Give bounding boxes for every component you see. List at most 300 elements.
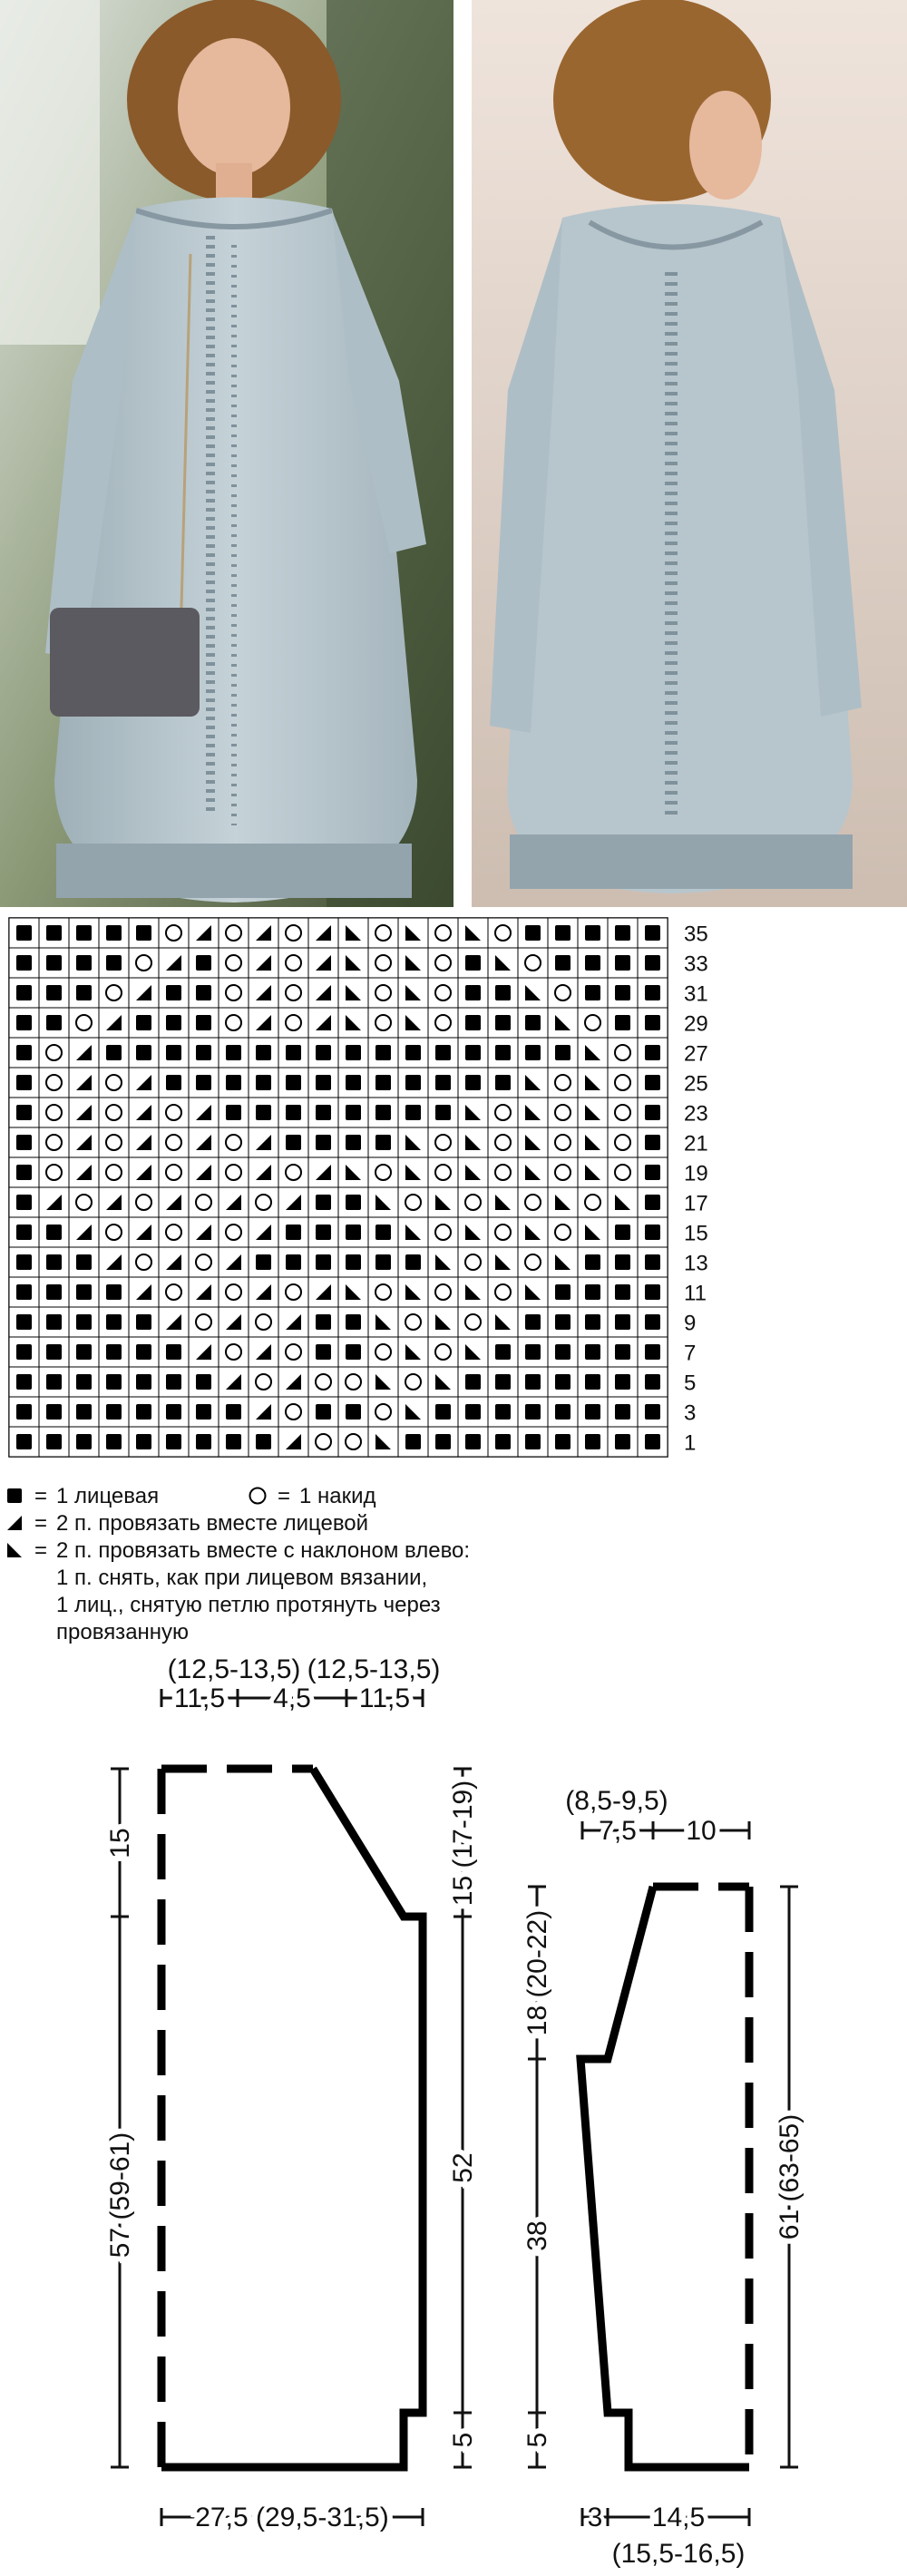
knit-stitch-mark <box>645 1284 660 1300</box>
body-shoulder-right-label: 11,5 <box>358 1683 411 1713</box>
chart-cell <box>99 1068 129 1098</box>
chart-legend <box>4 1483 657 1646</box>
knit-stitch-mark <box>166 1404 181 1420</box>
knit-stitch-mark <box>525 1045 541 1060</box>
sleeve-bottom-right-label: 14,5 <box>651 2503 706 2532</box>
equals-sign: = <box>278 1484 291 1508</box>
knit-stitch-mark <box>615 1314 630 1330</box>
knit-stitch-mark <box>615 1015 630 1030</box>
chart-cell <box>368 918 398 948</box>
knit-stitch-mark <box>375 1045 391 1060</box>
chart-cell <box>69 1008 99 1038</box>
knit-stitch-mark <box>106 1434 122 1449</box>
knit-stitch-mark <box>166 1045 181 1060</box>
knit-stitch-mark <box>106 955 122 971</box>
photo-back-view <box>472 0 907 907</box>
chart-cell <box>219 948 249 978</box>
row-number-label: 7 <box>684 1341 697 1366</box>
knit-stitch-mark <box>495 985 511 1000</box>
knit-stitch-mark <box>196 1374 211 1390</box>
row-number-label: 35 <box>684 922 708 947</box>
sleeve-outline <box>580 1887 749 2467</box>
chart-cell <box>608 1068 638 1098</box>
row-number-label: 31 <box>684 981 708 1007</box>
row-number-label: 21 <box>684 1131 708 1156</box>
knit-stitch-mark <box>106 1404 122 1420</box>
chart-cell <box>278 1008 308 1038</box>
knit-stitch-mark <box>16 1225 32 1240</box>
knit-stitch-mark <box>435 1105 451 1120</box>
row-number-label: 15 <box>684 1221 708 1246</box>
chart-cell <box>428 978 458 1008</box>
chart-cell <box>249 1367 278 1397</box>
knit-stitch-mark <box>46 1344 62 1360</box>
knit-stitch-mark <box>136 1434 151 1449</box>
chart-cell <box>368 1008 398 1038</box>
knit-stitch-mark <box>465 1045 481 1060</box>
knit-stitch-mark <box>76 955 92 971</box>
chart-cell <box>548 1098 578 1127</box>
chart-cell <box>278 1337 308 1367</box>
knit-stitch-mark <box>346 1225 361 1240</box>
sleeve-top-right-label: 10 <box>686 1816 717 1846</box>
chart-cell <box>458 1187 488 1217</box>
chart-cell <box>249 1307 278 1337</box>
knit-stitch-mark <box>166 1344 181 1360</box>
chart-cell <box>39 1098 69 1127</box>
knit-stitch-mark <box>615 1284 630 1300</box>
knit-stitch-mark <box>316 1195 331 1210</box>
chart-cell <box>278 978 308 1008</box>
knit-stitch-mark <box>106 1045 122 1060</box>
knit-stitch-mark <box>16 1105 32 1120</box>
chart-cell <box>99 1127 129 1157</box>
row-number-label: 13 <box>684 1251 708 1276</box>
knit-stitch-mark <box>346 1404 361 1420</box>
knit-stitch-mark <box>465 1434 481 1449</box>
knit-stitch-mark <box>46 1404 62 1420</box>
chart-cell <box>428 1277 458 1307</box>
knit-stitch-mark <box>375 1254 391 1270</box>
knit-stitch-mark <box>346 1314 361 1330</box>
knit-stitch-mark <box>405 1434 421 1449</box>
knit-stitch-mark <box>346 1344 361 1360</box>
knit-stitch-mark <box>106 1344 122 1360</box>
knit-stitch-mark <box>166 985 181 1000</box>
knit-stitch-mark <box>645 1045 660 1060</box>
knit-stitch-mark <box>106 1284 122 1300</box>
equals-sign: = <box>34 1511 48 1536</box>
chart-cell <box>398 1187 428 1217</box>
knit-stitch-mark <box>16 1075 32 1090</box>
row-number-label: 5 <box>684 1371 697 1396</box>
knit-stitch-mark <box>46 1225 62 1240</box>
body-outline <box>161 1769 423 2467</box>
sleeve-cut-line <box>580 1887 749 2467</box>
knit-stitch-mark <box>136 1314 151 1330</box>
row-number-label: 27 <box>684 1041 708 1067</box>
row-number-label: 25 <box>684 1071 708 1097</box>
chart-cell <box>308 1367 338 1397</box>
knit-stitch-mark <box>256 1434 271 1449</box>
knit-stitch-mark <box>226 1075 241 1090</box>
knit-stitch-mark <box>46 925 62 941</box>
chart-cell <box>548 1217 578 1247</box>
knit-stitch-mark <box>76 1434 92 1449</box>
knit-stitch-mark <box>615 1254 630 1270</box>
knit-stitch-mark <box>465 985 481 1000</box>
knit-stitch-mark <box>46 985 62 1000</box>
knit-stitch-mark <box>495 1045 511 1060</box>
body-width-label: 27,5 (29,5-31,5) <box>195 2503 389 2532</box>
row-number-label: 11 <box>684 1281 707 1306</box>
knit-stitch-mark <box>555 1434 571 1449</box>
knit-stitch-mark <box>525 1434 541 1449</box>
chart-cell <box>219 1127 249 1157</box>
knit-stitch-mark <box>645 1135 660 1150</box>
knit-stitch-mark <box>16 1254 32 1270</box>
body-side-height-label: 52 <box>448 2152 478 2183</box>
knit-stitch-mark <box>346 1105 361 1120</box>
chart-cell <box>129 948 159 978</box>
knit-stitch-mark <box>615 985 630 1000</box>
knit-stitch-mark <box>286 1045 301 1060</box>
knit-stitch-mark <box>76 1254 92 1270</box>
body-cut-line <box>161 1769 423 2467</box>
chart-cell <box>608 1098 638 1127</box>
knit-stitch-mark <box>615 1374 630 1390</box>
knit-stitch-mark <box>645 1344 660 1360</box>
sleeve-total-length-label: 61 (63-65) <box>775 2113 805 2240</box>
chart-cell <box>368 978 398 1008</box>
photo-front-view <box>0 0 454 907</box>
knit-stitch-mark <box>316 1254 331 1270</box>
chart-cell <box>189 1307 219 1337</box>
chart-cell <box>458 1307 488 1337</box>
chart-cell <box>488 1217 518 1247</box>
knit-stitch-mark <box>46 955 62 971</box>
knit-stitch-mark <box>555 1284 571 1300</box>
chart-cell <box>338 1367 368 1397</box>
chart-cell <box>368 948 398 978</box>
chart-cell <box>39 1157 69 1187</box>
legend-yarn-over-text: 1 накид <box>299 1484 376 1508</box>
knit-stitch-mark <box>375 1135 391 1150</box>
knit-stitch-mark <box>645 955 660 971</box>
knit-stitch-mark <box>286 1254 301 1270</box>
knit-stitch-mark <box>645 1254 660 1270</box>
chart-cell <box>219 1337 249 1367</box>
knit-stitch-mark <box>316 1344 331 1360</box>
chart-cell <box>39 1038 69 1068</box>
chart-cell <box>518 1187 548 1217</box>
knit-stitch-mark <box>465 1015 481 1030</box>
knit-stitch-mark <box>106 925 122 941</box>
body-neck-alt-right-label: (12,5-13,5) <box>307 1654 441 1684</box>
knit-stitch-mark <box>555 1404 571 1420</box>
knit-stitch-mark <box>16 1165 32 1180</box>
knit-stitch-mark <box>16 955 32 971</box>
knit-stitch-mark <box>615 1225 630 1240</box>
chart-cell <box>278 1397 308 1427</box>
knit-stitch-mark <box>316 1105 331 1120</box>
chart-cell <box>428 1217 458 1247</box>
yarn-over-symbol-icon <box>247 1483 268 1508</box>
knit-stitch-mark <box>645 1165 660 1180</box>
dress-front-illustration <box>0 0 454 907</box>
row-number-label: 9 <box>684 1311 697 1336</box>
chart-cell <box>249 1187 278 1217</box>
knit-stitch-mark <box>346 1045 361 1060</box>
knit-stitch-mark <box>555 1045 571 1060</box>
legend-row-ssk <box>4 1537 657 1646</box>
knit-stitch-mark <box>196 1404 211 1420</box>
knit-stitch-mark <box>196 1434 211 1449</box>
garment-schematics <box>0 1651 907 2576</box>
chart-cell <box>99 1098 129 1127</box>
knit-stitch-mark <box>435 1434 451 1449</box>
knit-stitch-mark <box>495 1434 511 1449</box>
chart-cell <box>278 918 308 948</box>
chart-cell <box>159 1277 189 1307</box>
knit-stitch-mark <box>46 1374 62 1390</box>
knit-stitch-mark <box>585 1314 600 1330</box>
knit-stitch-mark <box>346 1195 361 1210</box>
chart-cell <box>219 1277 249 1307</box>
knit-stitch-mark <box>585 1404 600 1420</box>
knit-stitch-mark <box>346 1135 361 1150</box>
knit-stitch-mark <box>645 1195 660 1210</box>
chart-cell <box>129 1247 159 1277</box>
chart-cell <box>69 1187 99 1217</box>
body-armhole-left-label: 15 <box>105 1828 135 1859</box>
row-number-label: 33 <box>684 951 708 977</box>
sleeve-top-left-label: 7,5 <box>599 1816 637 1846</box>
legend-row-k2tog <box>4 1510 657 1537</box>
knit-stitch-mark <box>346 1254 361 1270</box>
knit-stitch-mark <box>226 1404 241 1420</box>
knit-stitch-mark <box>136 1404 151 1420</box>
knit-stitch-mark <box>375 1105 391 1120</box>
knit-stitch-mark <box>615 1434 630 1449</box>
chart-cell <box>488 918 518 948</box>
knit-stitch-mark <box>16 925 32 941</box>
knit-stitch-mark <box>316 1045 331 1060</box>
chart-cell <box>608 1157 638 1187</box>
chart-cell <box>428 918 458 948</box>
chart-cell <box>189 1187 219 1217</box>
knit-stitch-mark <box>16 1284 32 1300</box>
chart-cell <box>488 1277 518 1307</box>
knit-stitch-mark <box>46 1015 62 1030</box>
knit-stitch-mark <box>555 925 571 941</box>
chart-cell <box>368 1157 398 1187</box>
chart-cell <box>129 1187 159 1217</box>
knit-stitch-mark <box>16 1135 32 1150</box>
knit-stitch-mark <box>645 1015 660 1030</box>
row-number-label: 29 <box>684 1011 708 1037</box>
knit-stitch-mark <box>76 1314 92 1330</box>
knit-stitch-mark <box>256 1254 271 1270</box>
knit-symbol-icon <box>4 1483 25 1508</box>
chart-cell <box>548 1157 578 1187</box>
knit-stitch-mark <box>465 1404 481 1420</box>
chart-cell <box>518 948 548 978</box>
knit-stitch-mark <box>16 1015 32 1030</box>
knit-stitch-mark <box>256 1075 271 1090</box>
knit-stitch-mark <box>645 925 660 941</box>
knit-stitch-mark <box>615 925 630 941</box>
knit-stitch-mark <box>525 1314 541 1330</box>
knit-stitch-mark <box>196 1045 211 1060</box>
legend-k2tog-text: 2 п. провязать вместе лицевой <box>56 1511 369 1536</box>
sleeve-rib-height-label: 5 <box>522 2432 552 2448</box>
sleeve-arm-length-label: 38 <box>522 2220 552 2251</box>
knit-stitch-mark <box>375 1075 391 1090</box>
knit-stitch-mark <box>16 1195 32 1210</box>
chart-cell <box>458 1247 488 1277</box>
knit-stitch-mark <box>495 1344 511 1360</box>
chart-cell <box>278 1277 308 1307</box>
knit-stitch-mark <box>136 1374 151 1390</box>
body-neck-alt-left-label: (12,5-13,5) <box>167 1654 301 1684</box>
chart-cell <box>159 1217 189 1247</box>
knit-stitch-mark <box>645 1105 660 1120</box>
chart-cell <box>548 1068 578 1098</box>
chart-cell <box>338 1427 368 1457</box>
row-number-label: 1 <box>684 1430 697 1456</box>
chart-cell <box>608 1127 638 1157</box>
body-total-height-label: 57 (59-61) <box>105 2132 135 2259</box>
knit-stitch-mark <box>585 1284 600 1300</box>
knit-stitch-mark <box>76 1374 92 1390</box>
knit-stitch-mark <box>585 1374 600 1390</box>
knit-stitch-mark <box>555 1374 571 1390</box>
knit-stitch-mark <box>525 925 541 941</box>
chart-cell <box>219 1008 249 1038</box>
knit-stitch-mark <box>525 1344 541 1360</box>
knit-stitch-mark <box>136 925 151 941</box>
knit-stitch-mark <box>196 1075 211 1090</box>
sleeve-bottom-left-label: 3 <box>587 2503 603 2532</box>
knit-stitch-mark <box>346 1075 361 1090</box>
knit-stitch-mark <box>226 1045 241 1060</box>
chart-cell <box>99 1217 129 1247</box>
chart-cell <box>518 1247 548 1277</box>
knit-stitch-mark <box>525 1404 541 1420</box>
knit-stitch-mark <box>76 985 92 1000</box>
knit-stitch-mark <box>555 955 571 971</box>
knit-stitch-mark <box>645 1225 660 1240</box>
knit-stitch-mark <box>465 1075 481 1090</box>
knit-stitch-mark <box>106 1314 122 1330</box>
knit-stitch-mark <box>435 1404 451 1420</box>
knit-stitch-mark <box>46 1434 62 1449</box>
row-number-label: 23 <box>684 1101 708 1127</box>
knit-stitch-mark <box>196 985 211 1000</box>
chart-cell <box>368 1337 398 1367</box>
chart-cell <box>578 1187 608 1217</box>
knit-stitch-mark <box>226 1105 241 1120</box>
sleeve-cap-height-label: 18 (20-22) <box>522 1909 552 2036</box>
legend-knit-text: 1 лицевая <box>56 1484 160 1508</box>
knit-stitch-mark <box>16 1045 32 1060</box>
chart-cell <box>548 978 578 1008</box>
chart-cell <box>428 1127 458 1157</box>
chart-cell <box>278 948 308 978</box>
knit-stitch-mark <box>76 1404 92 1420</box>
chart-cell <box>99 1157 129 1187</box>
knit-stitch-mark <box>46 1284 62 1300</box>
chart-cell <box>398 1367 428 1397</box>
knit-stitch-mark <box>465 1374 481 1390</box>
knit-stitch-mark <box>585 955 600 971</box>
knit-stitch-mark <box>76 1284 92 1300</box>
chart-cell <box>578 1008 608 1038</box>
knit-stitch-mark <box>46 1254 62 1270</box>
chart-cell <box>159 918 189 948</box>
chart-cell <box>159 1157 189 1187</box>
knit-stitch-mark <box>316 1225 331 1240</box>
body-shoulder-left-label: 11,5 <box>173 1683 226 1713</box>
chart-cell <box>398 1307 428 1337</box>
chart-grid-svg <box>0 912 726 1475</box>
chart-cell <box>428 948 458 978</box>
knit-stitch-mark <box>16 1314 32 1330</box>
knit-stitch-mark <box>76 925 92 941</box>
chart-cell <box>189 1247 219 1277</box>
knit-stitch-mark <box>615 1344 630 1360</box>
knit-stitch-mark <box>166 1374 181 1390</box>
knit-stitch-mark <box>615 1404 630 1420</box>
knit-stitch-mark <box>645 1314 660 1330</box>
chart-cell <box>488 1127 518 1157</box>
knit-stitch-mark <box>375 1225 391 1240</box>
knit-stitch-mark <box>166 1015 181 1030</box>
knit-stitch-mark <box>465 955 481 971</box>
body-neck-center-label: 4,5 <box>273 1683 311 1713</box>
dress-back-illustration <box>472 0 907 907</box>
knit-stitch-mark <box>495 1015 511 1030</box>
chart-cell <box>278 1157 308 1187</box>
knit-stitch-mark <box>76 1344 92 1360</box>
knit-stitch-mark <box>435 1075 451 1090</box>
knit-stitch-mark <box>645 1374 660 1390</box>
legend-ssk-text: 2 п. провязать вместе с наклоном влево: 1 п. снять, как при лицевом вязании, 1 лиц., снятую петлю протянуть через провязанную <box>56 1538 471 1644</box>
knit-stitch-mark <box>645 1434 660 1449</box>
knit-stitch-mark <box>286 1105 301 1120</box>
chart-cell <box>219 1217 249 1247</box>
chart-cell <box>488 1157 518 1187</box>
row-number-label: 17 <box>684 1191 708 1216</box>
schematics-svg <box>0 1651 907 2576</box>
chart-cell <box>548 1127 578 1157</box>
equals-sign: = <box>34 1538 48 1563</box>
chart-cell <box>159 1098 189 1127</box>
knit-stitch-mark <box>46 1314 62 1330</box>
knit-stitch-mark <box>166 1075 181 1090</box>
chart-cell <box>428 1337 458 1367</box>
chart-cell <box>428 1157 458 1187</box>
knit-stitch-mark <box>16 1434 32 1449</box>
knit-stitch-mark <box>555 1314 571 1330</box>
knit-stitch-mark <box>615 955 630 971</box>
knit-stitch-mark <box>555 1344 571 1360</box>
knit-stitch-mark <box>645 1404 660 1420</box>
knit-stitch-mark <box>585 1434 600 1449</box>
chart-cell <box>219 918 249 948</box>
knit-stitch-mark <box>495 1075 511 1090</box>
